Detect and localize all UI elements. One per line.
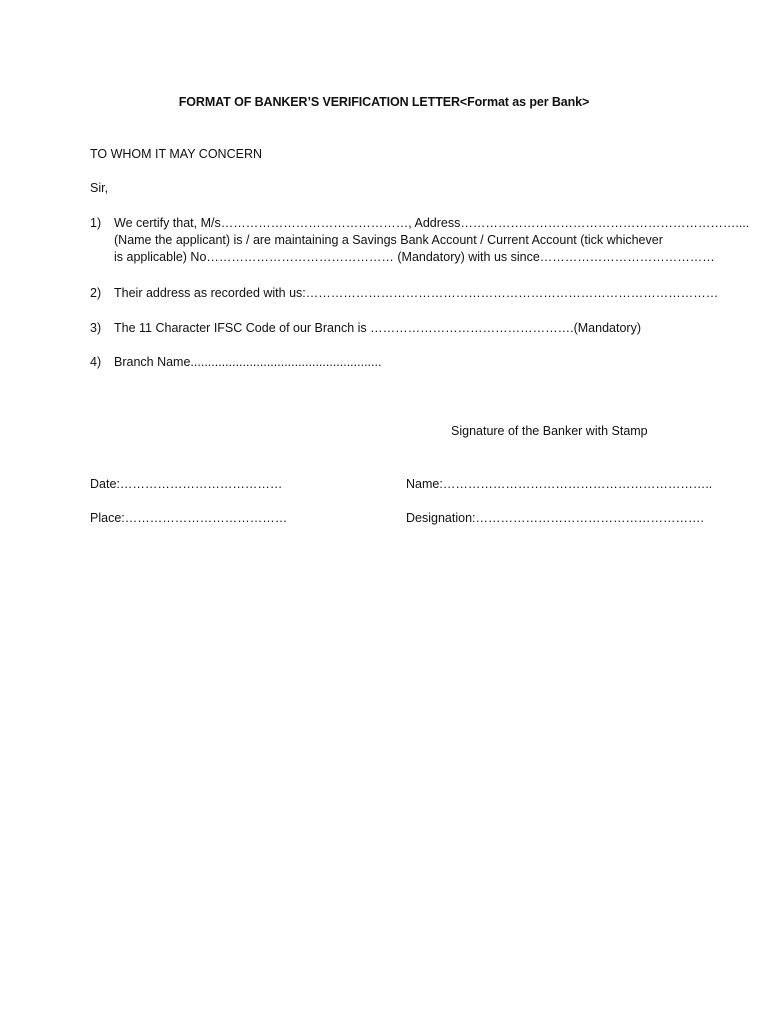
date-field: Date:…………………………………: [90, 477, 283, 491]
item-line: Branch Name.......................................................: [114, 355, 382, 369]
designation-field: Designation:……………………………………………….: [406, 511, 704, 525]
item-line: We certify that, M/s………………………………………, Address…………………………………………………………....: [114, 216, 750, 230]
item-number: 1): [90, 216, 102, 230]
signature-label: Signature of the Banker with Stamp: [451, 424, 648, 438]
item-line: (Name the applicant) is / are maintaining a Savings Bank Account / Current Account (tick whichever: [114, 233, 663, 247]
item-line: The 11 Character IFSC Code of our Branch is ………………………………………….(Mandatory): [114, 321, 641, 335]
item-line: is applicable) No……………………………………… (Mandatory) with us since……………………………………: [114, 250, 715, 264]
list-item: [90, 320, 690, 337]
item-line: Their address as recorded with us:………………………………………………………………………………………: [114, 286, 719, 300]
document-title: FORMAT OF BANKER’S VERIFICATION LETTER<Format as per Bank>: [178, 95, 590, 109]
list-item: [90, 215, 750, 266]
place-field: Place:…………………………………: [90, 511, 288, 525]
item-number: 3): [90, 321, 102, 335]
name-field: Name:………………………………………………………..: [406, 477, 713, 491]
list-item: [90, 285, 719, 302]
item-number: 4): [90, 355, 102, 369]
list-item: [90, 354, 690, 371]
salutation-line: Sir,: [90, 181, 109, 195]
item-number: 2): [90, 286, 102, 300]
addressee-line: TO WHOM IT MAY CONCERN: [90, 147, 262, 161]
